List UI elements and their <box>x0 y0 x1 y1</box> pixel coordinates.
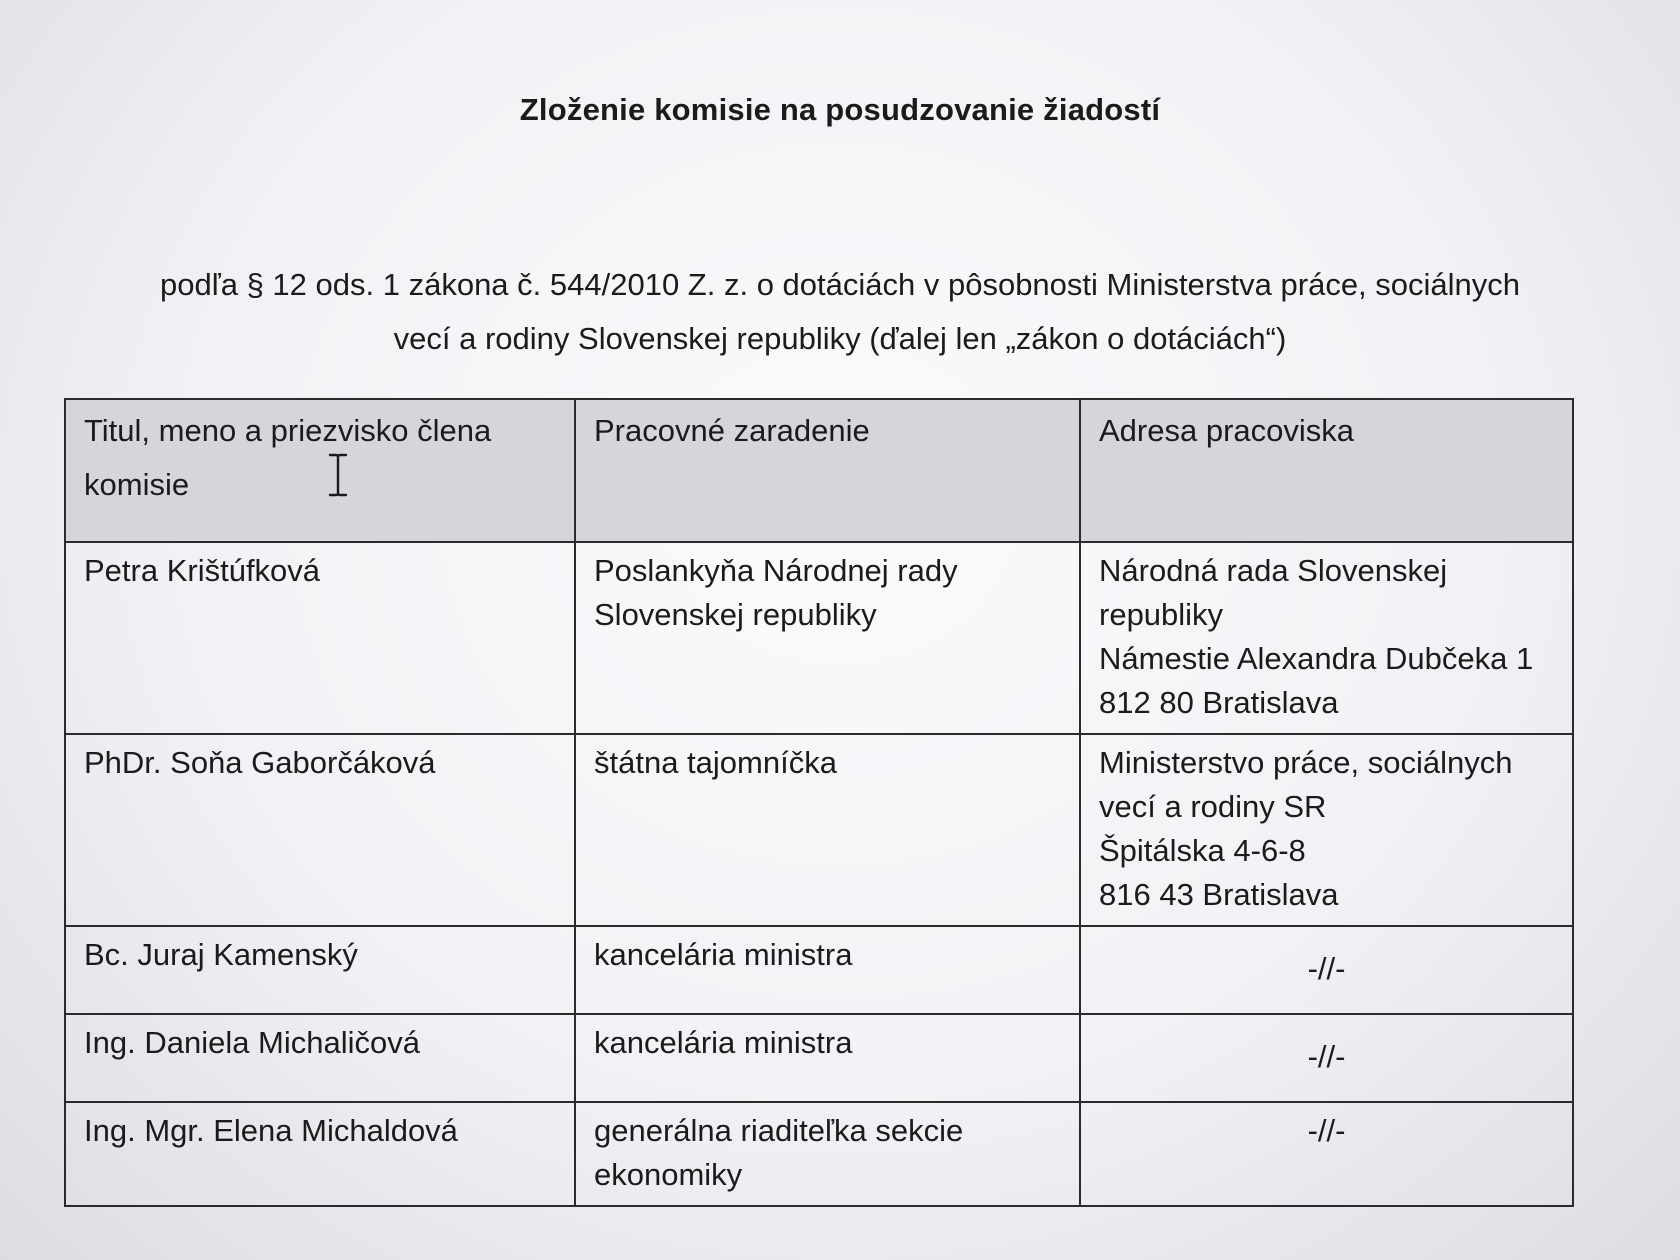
address-line: Námestie Alexandra Dubčeka 1 <box>1099 641 1534 676</box>
text-cursor-icon <box>326 453 350 497</box>
address-line: vecí a rodiny SR <box>1099 789 1327 824</box>
member-position-cell[interactable]: generálna riaditeľka sekcie ekonomiky <box>575 1102 1080 1206</box>
document-intro <box>70 258 1610 366</box>
address-line: 816 43 Bratislava <box>1099 877 1339 912</box>
address-line: republiky <box>1099 597 1224 632</box>
table-row <box>65 542 1573 734</box>
document-title: Zloženie komisie na posudzovanie žiadostí <box>519 92 1161 127</box>
member-name-cell[interactable]: Petra Krištúfková <box>65 542 575 734</box>
intro-line-2: vecí a rodiny Slovenskej republiky (ďalej len „zákon o dotáciách“) <box>393 321 1287 356</box>
member-name-cell[interactable]: Ing. Mgr. Elena Michaldová <box>65 1102 575 1206</box>
member-address-ditto-cell[interactable]: -//- <box>1080 1014 1573 1102</box>
intro-line-1: podľa § 12 ods. 1 zákona č. 544/2010 Z. z. o dotáciách v pôsobnosti Ministerstva práce, sociálnych <box>159 267 1521 302</box>
table-row <box>65 734 1573 926</box>
table-header-row <box>65 399 1573 542</box>
member-address-cell[interactable] <box>1080 734 1573 926</box>
member-address-ditto-cell[interactable]: -//- <box>1080 926 1573 1014</box>
member-position-cell[interactable]: kancelária ministra <box>575 1014 1080 1102</box>
header-name[interactable]: Titul, meno a priezvisko člena komisie <box>65 399 575 542</box>
member-position-cell[interactable]: štátna tajomníčka <box>575 734 1080 926</box>
member-address-ditto-cell[interactable]: -//- <box>1080 1102 1573 1206</box>
address-line: 812 80 Bratislava <box>1099 685 1339 720</box>
member-name-cell[interactable]: PhDr. Soňa Gaborčáková <box>65 734 575 926</box>
commission-members-table <box>64 398 1574 1207</box>
table-row <box>65 1014 1573 1102</box>
address-line: Ministerstvo práce, sociálnych <box>1099 745 1513 780</box>
header-address[interactable]: Adresa pracoviska <box>1080 399 1573 542</box>
member-position-cell[interactable]: kancelária ministra <box>575 926 1080 1014</box>
table-row <box>65 926 1573 1014</box>
address-line: Špitálska 4-6-8 <box>1099 833 1306 868</box>
member-name-cell[interactable]: Bc. Juraj Kamenský <box>65 926 575 1014</box>
member-name-cell[interactable]: Ing. Daniela Michaličová <box>65 1014 575 1102</box>
header-position[interactable]: Pracovné zaradenie <box>575 399 1080 542</box>
member-position-cell[interactable]: Poslankyňa Národnej rady Slovenskej republiky <box>575 542 1080 734</box>
member-address-cell[interactable] <box>1080 542 1573 734</box>
table-row <box>65 1102 1573 1206</box>
address-line: Národná rada Slovenskej <box>1099 553 1448 588</box>
